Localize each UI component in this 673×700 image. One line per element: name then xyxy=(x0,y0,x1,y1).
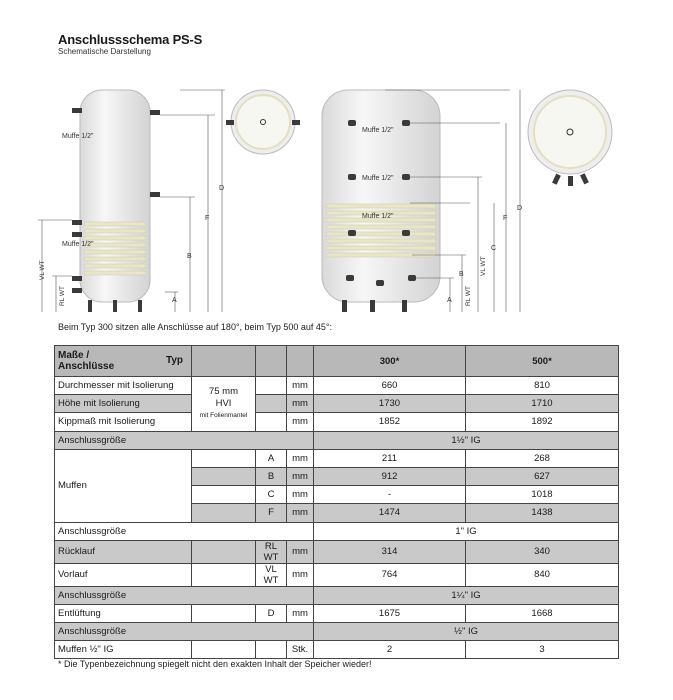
left-tank xyxy=(38,90,225,312)
header-typ: Typ xyxy=(165,355,183,366)
right-dim-c: C xyxy=(491,245,497,252)
table-row: Anschlussgröße 1½" IG xyxy=(55,431,619,449)
right-muffe-3-label: Muffe 1/2" xyxy=(362,213,394,220)
right-dim-a: A xyxy=(447,297,452,304)
insulation-cell: 75 mm HVI mit Folienmantel xyxy=(192,377,256,432)
connection-diagram xyxy=(30,80,650,320)
table-row: F mm 1474 1438 xyxy=(55,504,619,522)
table-row: Entlüftung D mm 1675 1668 xyxy=(55,604,619,622)
right-rl-wt-label: RL WT xyxy=(465,286,472,306)
table-row: Höhe mit Isolierung mm 1730 1710 xyxy=(55,395,619,413)
header-500: 500* xyxy=(466,346,619,377)
table-header-row xyxy=(55,346,619,377)
page-title: Anschlussschema PS-S xyxy=(58,32,203,47)
header-label-cell xyxy=(55,346,192,377)
spec-table xyxy=(54,345,619,659)
muffen-label: Muffen xyxy=(55,449,192,522)
left-dim-d: D xyxy=(219,185,225,192)
footnote: * Die Typenbezeichnung spiegelt nicht den exakten Inhalt der Speicher wieder! xyxy=(58,659,372,669)
table-row: Anschlussgröße 1¼" IG xyxy=(55,586,619,604)
left-dim-f: F xyxy=(205,215,210,222)
right-dim-d: D xyxy=(517,205,523,212)
left-dim-a: A xyxy=(172,297,177,304)
diagram-svg xyxy=(30,80,650,320)
table-row: Kippmaß mit Isolierung mm 1852 1892 xyxy=(55,413,619,431)
table-row: Vorlauf VL WT mm 764 840 xyxy=(55,563,619,586)
table-row: B mm 912 627 xyxy=(55,467,619,485)
table-row: Rücklauf RL WT mm 314 340 xyxy=(55,540,619,563)
left-rl-wt-label: RL WT xyxy=(59,286,66,306)
left-vl-wt-label: VL WT xyxy=(39,260,46,280)
right-dim-b: B xyxy=(459,271,464,278)
right-dim-f: F xyxy=(503,215,508,222)
right-muffe-2-label: Muffe 1/2" xyxy=(362,175,394,182)
page-subtitle: Schematische Darstellung xyxy=(58,47,151,56)
table-row: Durchmesser mit Isolierung 75 mm HVI mit Folienmantel mm 660 810 xyxy=(55,377,619,395)
table-row: C mm - 1018 xyxy=(55,486,619,504)
left-dim-b: B xyxy=(187,253,192,260)
header-masse: Maße / xyxy=(58,350,90,361)
table-row: Muffen A mm 211 268 xyxy=(55,449,619,467)
table-row: Muffen ½" IG Stk. 2 3 xyxy=(55,641,619,659)
header-anschluesse: Anschlüsse xyxy=(58,361,115,372)
table-row: Anschlussgröße 1" IG xyxy=(55,522,619,540)
connection-caption: Beim Typ 300 sitzen alle Anschlüsse auf 180°, beim Typ 500 auf 45°: xyxy=(58,322,333,332)
left-muffe-bottom-label: Muffe 1/2" xyxy=(62,241,94,248)
left-top-view xyxy=(226,90,300,154)
right-muffe-1-label: Muffe 1/2" xyxy=(362,127,394,134)
right-tank xyxy=(322,90,522,312)
right-vl-wt-label: VL WT xyxy=(480,256,487,276)
right-top-view xyxy=(528,90,612,186)
header-300: 300* xyxy=(314,346,466,377)
table-row: Anschlussgröße ½" IG xyxy=(55,623,619,641)
left-muffe-top-label: Muffe 1/2" xyxy=(62,133,94,140)
